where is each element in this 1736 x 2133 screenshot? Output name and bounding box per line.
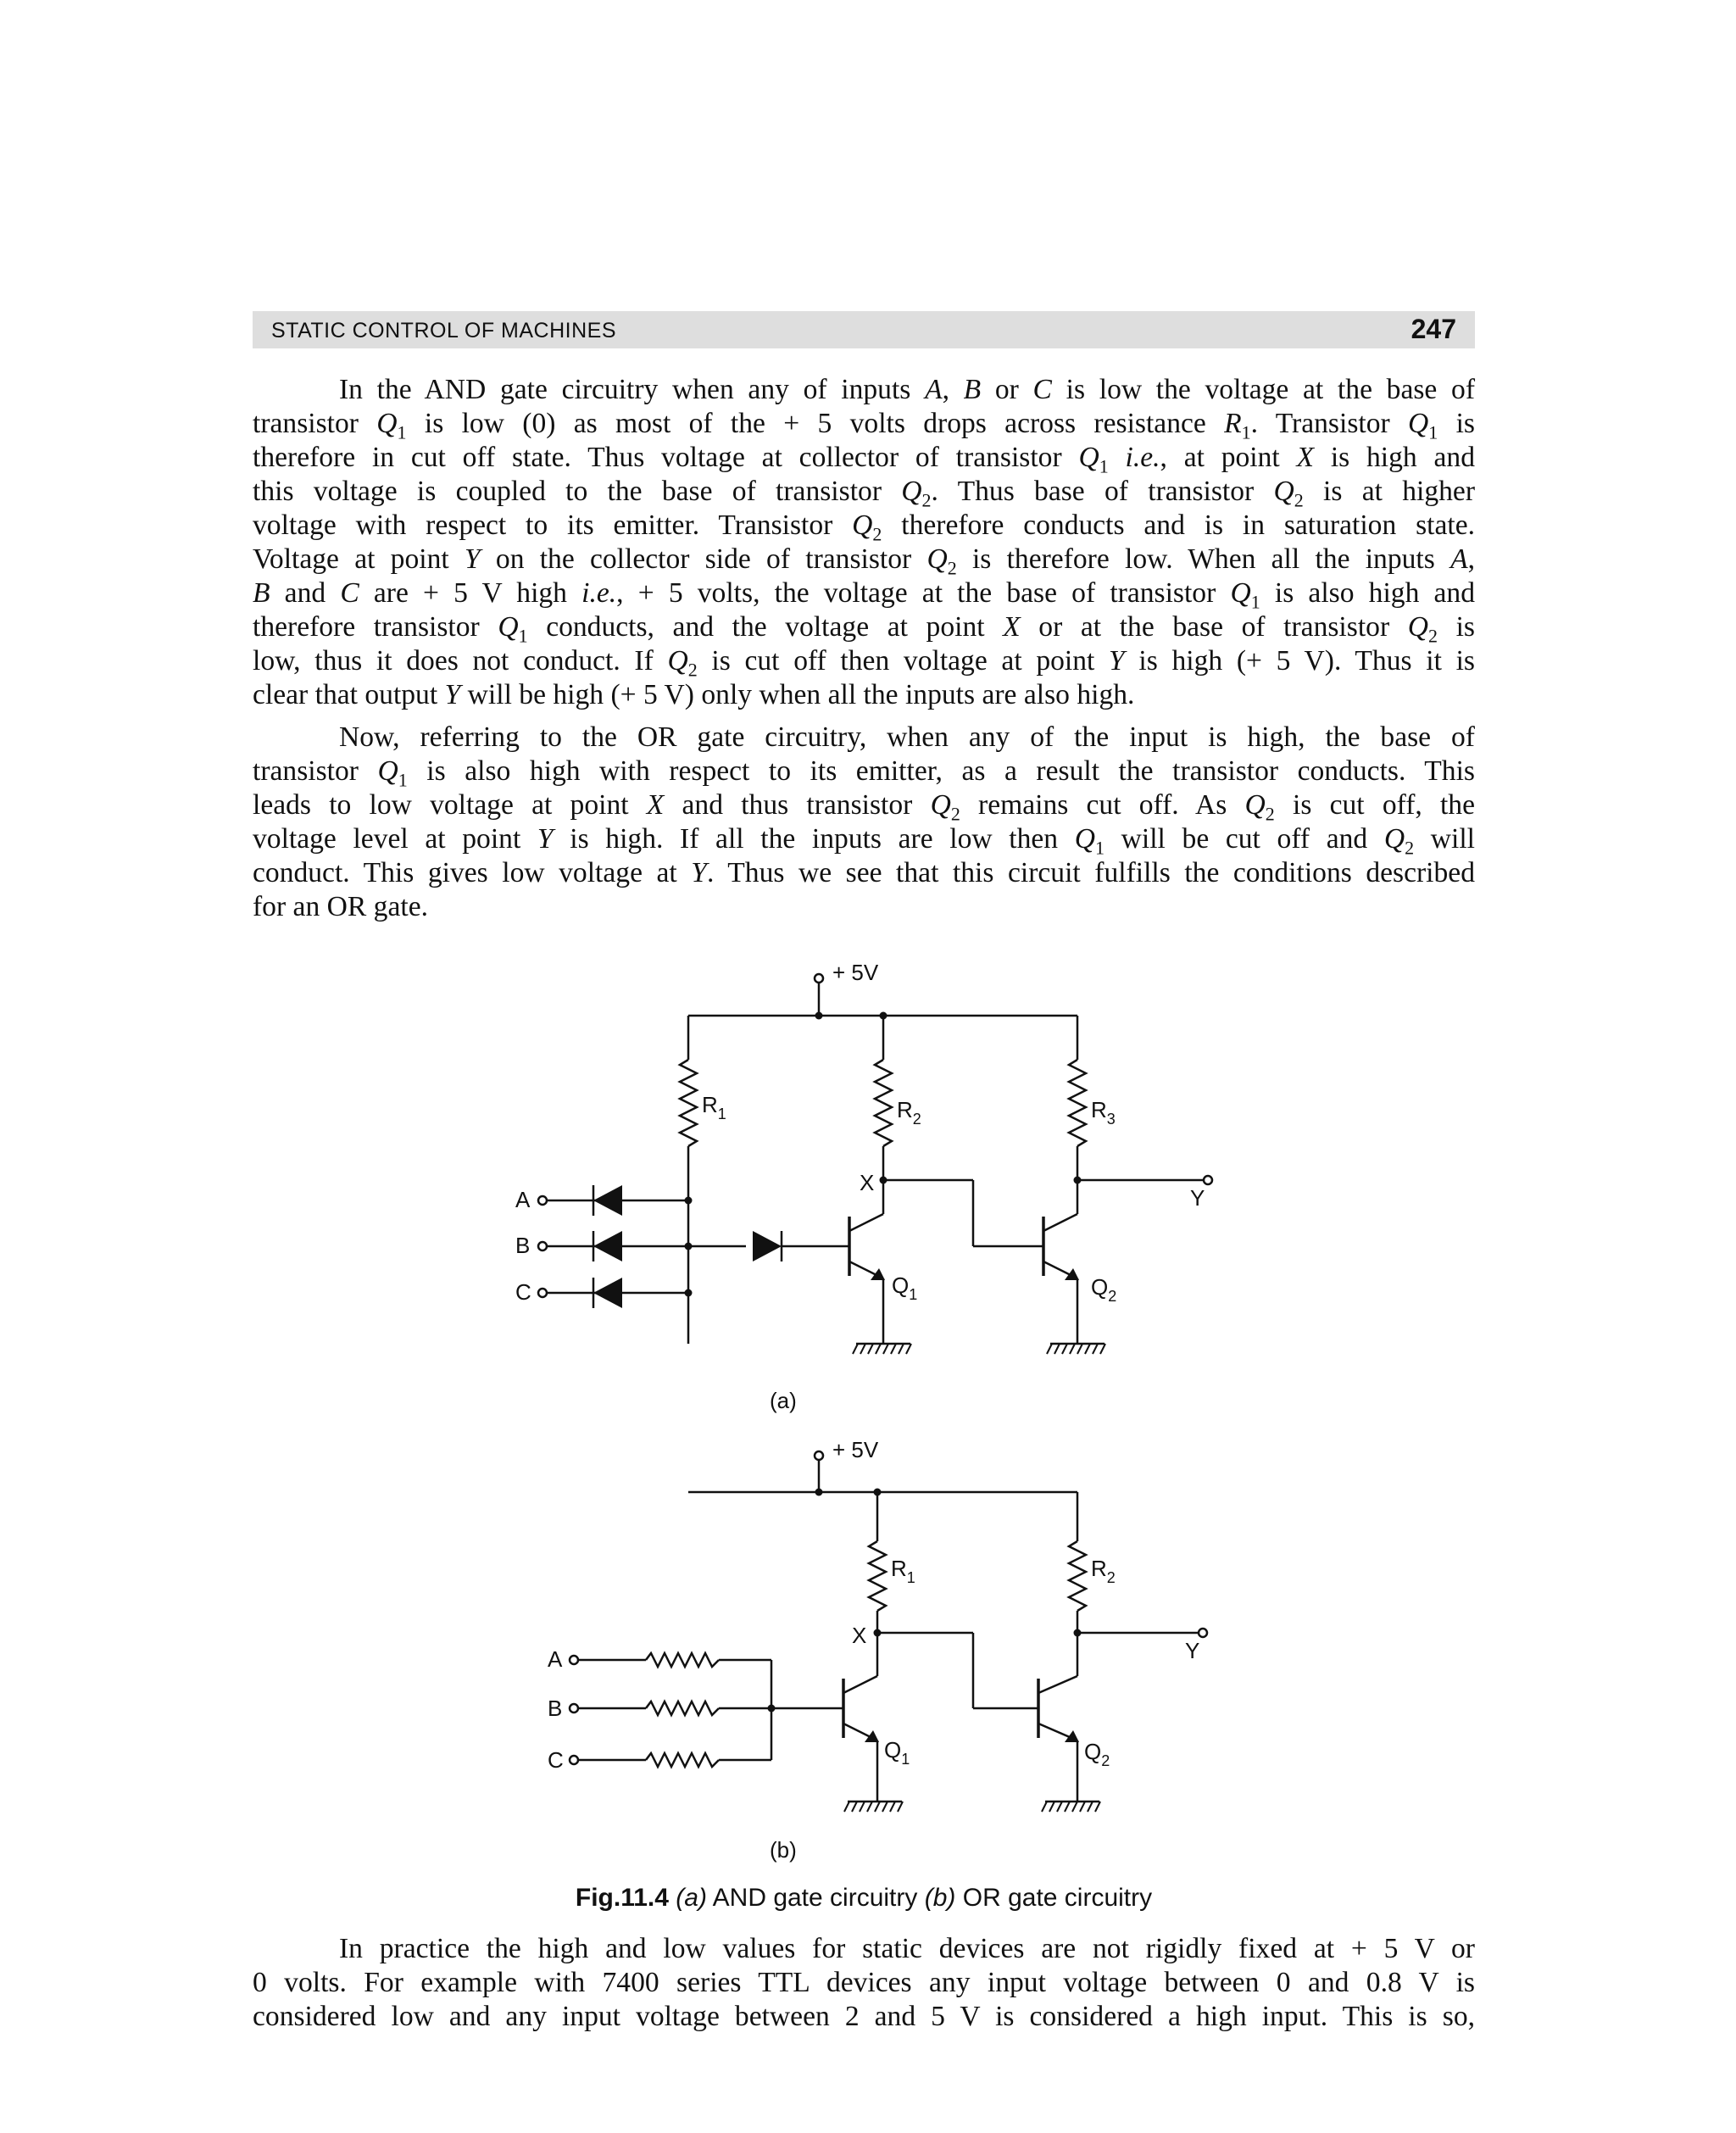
text-line: conduct. This gives low voltage at Y. Thus we see that this circuit fulfills the conditions described bbox=[253, 857, 1475, 888]
r1-label-b: $R_1$ bbox=[891, 1556, 915, 1586]
caption-part-a: (a) bbox=[676, 1884, 707, 1912]
text-line: In the AND gate circuitry when any of inputs A, B or C is low the voltage at the base of bbox=[339, 374, 1475, 405]
input-c-label-b: C bbox=[548, 1747, 564, 1773]
q1-label-a: $Q_1$ bbox=[892, 1273, 918, 1303]
circuit-a-labels bbox=[515, 960, 1205, 1413]
text-line: Voltage at point Y on the collector side of transistor $Q_2$ is therefore low. When all the inputs A, bbox=[253, 543, 1475, 579]
input-b-label-b: B bbox=[548, 1696, 563, 1721]
page-number: 247 bbox=[1410, 314, 1456, 344]
text-line: leads to low voltage at point X and thus transistor $Q_2$ remains cut off. As $Q_2$ is cut off, the bbox=[253, 789, 1475, 825]
text-line: therefore in cut off state. Thus voltage at collector of transistor $Q_1$ i.e., at point X is high and bbox=[253, 442, 1475, 477]
output-y-label-a: Y bbox=[1190, 1185, 1205, 1211]
caption-text-b: OR gate circuitry bbox=[962, 1884, 1153, 1912]
input-a-label-a: A bbox=[515, 1187, 531, 1212]
supply-label-b: + 5V bbox=[832, 1437, 879, 1462]
r3-label-a: $R_3$ bbox=[1091, 1097, 1116, 1128]
q2-label-a: $Q_2$ bbox=[1091, 1274, 1117, 1305]
caption-text-a: AND gate circuitry bbox=[712, 1884, 918, 1912]
caption-part-b: (b) bbox=[924, 1884, 956, 1912]
text-line: low, thus it does not conduct. If $Q_2$ is cut off then voltage at point Y is high (+ 5 V). Thus it is bbox=[253, 645, 1475, 681]
r2-label-b: $R_2$ bbox=[1091, 1556, 1116, 1586]
running-title: STATIC CONTROL OF MACHINES bbox=[271, 319, 616, 343]
text-line: clear that output Y will be high (+ 5 V) only when all the inputs are also high. bbox=[253, 679, 1135, 710]
sublabel-b: (b) bbox=[770, 1837, 797, 1863]
caption-label: Fig.11.4 bbox=[575, 1884, 669, 1912]
node-x-label-b: X bbox=[852, 1623, 867, 1648]
text-line: for an OR gate. bbox=[253, 891, 428, 922]
text-line: this voltage is coupled to the base of transistor $Q_2$. Thus base of transistor $Q_2$ is at higher bbox=[253, 476, 1475, 511]
supply-label-a: + 5V bbox=[832, 960, 879, 985]
text-line: B and C are + 5 V high i.e., + 5 volts, the voltage at the base of transistor $Q_1$ is also high and bbox=[253, 577, 1475, 613]
text-line: voltage with respect to its emitter. Transistor $Q_2$ therefore conducts and is in saturation state. bbox=[253, 510, 1475, 545]
text-line: transistor $Q_1$ is also high with respect to its emitter, as a result the transistor conducts. This bbox=[253, 755, 1475, 791]
sublabel-a: (a) bbox=[770, 1388, 797, 1413]
node-x-label-a: X bbox=[860, 1170, 875, 1195]
r2-label-a: $R_2$ bbox=[897, 1097, 921, 1128]
input-b-label-a: B bbox=[515, 1233, 531, 1258]
figure-caption bbox=[253, 1884, 1475, 1913]
text-line: In practice the high and low values for static devices are not rigidly fixed at + 5 V or bbox=[339, 1933, 1475, 1964]
input-c-label-a: C bbox=[515, 1279, 531, 1305]
q1-label-b: $Q_1$ bbox=[884, 1737, 910, 1768]
text-line: voltage level at point Y is high. If all the inputs are low then $Q_1$ will be cut off and $Q_2$ will bbox=[253, 823, 1475, 859]
text-line: 0 volts. For example with 7400 series TTL devices any input voltage between 0 and 0.8 V is bbox=[253, 1967, 1475, 1998]
circuit-b-labels bbox=[548, 1437, 1199, 1863]
r1-label-a: $R_1$ bbox=[702, 1092, 726, 1122]
input-a-label-b: A bbox=[548, 1646, 563, 1672]
text-line: therefore transistor $Q_1$ conducts, and the voltage at point X or at the base of transistor $Q_2$ is bbox=[253, 611, 1475, 647]
output-y-label-b: Y bbox=[1185, 1638, 1200, 1663]
text-line: transistor $Q_1$ is low (0) as most of the + 5 volts drops across resistance $R_1$. Transistor $Q_1$ is bbox=[253, 408, 1475, 443]
text-line: considered low and any input voltage between 2 and 5 V is considered a high input. This is so, bbox=[253, 2001, 1475, 2032]
text-line: Now, referring to the OR gate circuitry, when any of the input is high, the base of bbox=[339, 721, 1475, 753]
q2-label-b: $Q_2$ bbox=[1084, 1739, 1110, 1769]
